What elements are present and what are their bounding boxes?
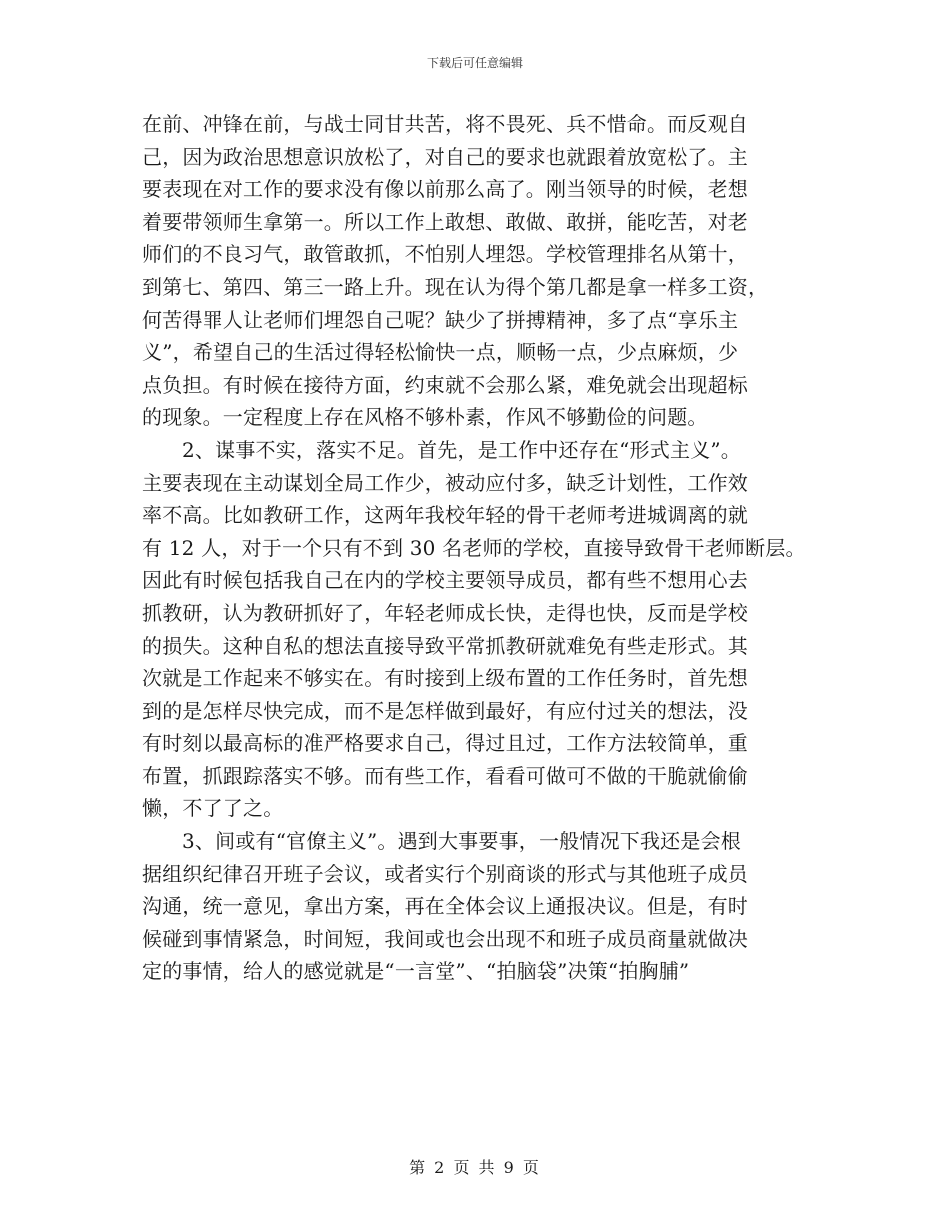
text-line: 布置，抓跟踪落实不够。而有些工作，看看可做可不做的干脆就偷偷 xyxy=(142,763,748,788)
document-body xyxy=(142,108,822,988)
page-number-footer: 第 2 页 共 9 页 xyxy=(409,1158,541,1177)
text-line: 有时刻以最高标的准严格要求自己，得过且过，工作方法较简单，重 xyxy=(142,731,748,756)
text-line: 因此有时候包括我自己在内的学校主要领导成员，都有些不想用心去 xyxy=(142,568,748,593)
text-line: 候碰到事情紧急，时间短，我间或也会出现不和班子成员商量就做决 xyxy=(142,926,748,951)
text-line: 己，因为政治思想意识放松了，对自己的要求也就跟着放宽松了。主 xyxy=(142,144,748,169)
text-line: 有 12 人，对于一个只有不到 30 名老师的学校，直接导致骨干老师断层。 xyxy=(142,535,806,560)
text-line: 据组织纪律召开班子会议，或者实行个别商谈的形式与其他班子成员 xyxy=(142,861,748,886)
text-line: 定的事情，给人的感觉就是“一言堂”、“拍脑袋”决策“拍胸脯” xyxy=(142,959,690,984)
paragraph-start-line: 2、谋事不实，落实不足。首先，是工作中还存在“形式主义”。 xyxy=(182,437,741,462)
text-line: 率不高。比如教研工作，这两年我校年轻的骨干老师考进城调离的就 xyxy=(142,503,748,528)
text-line: 次就是工作起来不够实在。有时接到上级布置的工作任务时，首先想 xyxy=(142,666,748,691)
page-header: 下载后可任意编辑 xyxy=(426,56,523,70)
text-line: 师们的不良习气，敢管敢抓，不怕别人埋怨。学校管理排名从第十， xyxy=(142,242,748,267)
text-line: 懒，不了了之。 xyxy=(142,796,284,821)
text-line: 义”，希望自己的生活过得轻松愉快一点，顺畅一点，少点麻烦，少 xyxy=(142,340,739,365)
text-line: 到的是怎样尽快完成，而不是怎样做到最好，有应付过关的想法，没 xyxy=(142,698,748,723)
text-line: 何苦得罪人让老师们埋怨自己呢？缺少了拼搏精神，多了点“享乐主 xyxy=(142,307,739,332)
paragraph-start-line: 3、间或有“官僚主义”。遇到大事要事，一般情况下我还是会根 xyxy=(182,829,741,854)
text-line: 到第七、第四、第三一路上升。现在认为得个第几都是拿一样多工资， xyxy=(142,274,769,299)
text-line: 主要表现在主动谋划全局工作少，被动应付多，缺乏计划性，工作效 xyxy=(142,470,748,495)
text-line: 着要带领师生拿第一。所以工作上敢想、敢做、敢拼，能吃苦，对老 xyxy=(142,209,748,234)
text-line: 抓教研，认为教研抓好了，年轻老师成长快，走得也快，反而是学校 xyxy=(142,600,748,625)
text-line: 点负担。有时候在接待方面，约束就不会那么紧，难免就会出现超标 xyxy=(142,372,748,397)
text-line: 要表现在对工作的要求没有像以前那么高了。刚当领导的时候，老想 xyxy=(142,177,748,202)
text-line: 的现象。一定程度上存在风格不够朴素，作风不够勤俭的问题。 xyxy=(142,405,708,430)
text-line: 沟通，统一意见，拿出方案，再在全体会议上通报决议。但是，有时 xyxy=(142,894,748,919)
text-line: 在前、冲锋在前，与战士同甘共苦，将不畏死、兵不惜命。而反观自 xyxy=(142,112,748,136)
text-line: 的损失。这种自私的想法直接导致平常抓教研就难免有些走形式。其 xyxy=(142,633,748,658)
